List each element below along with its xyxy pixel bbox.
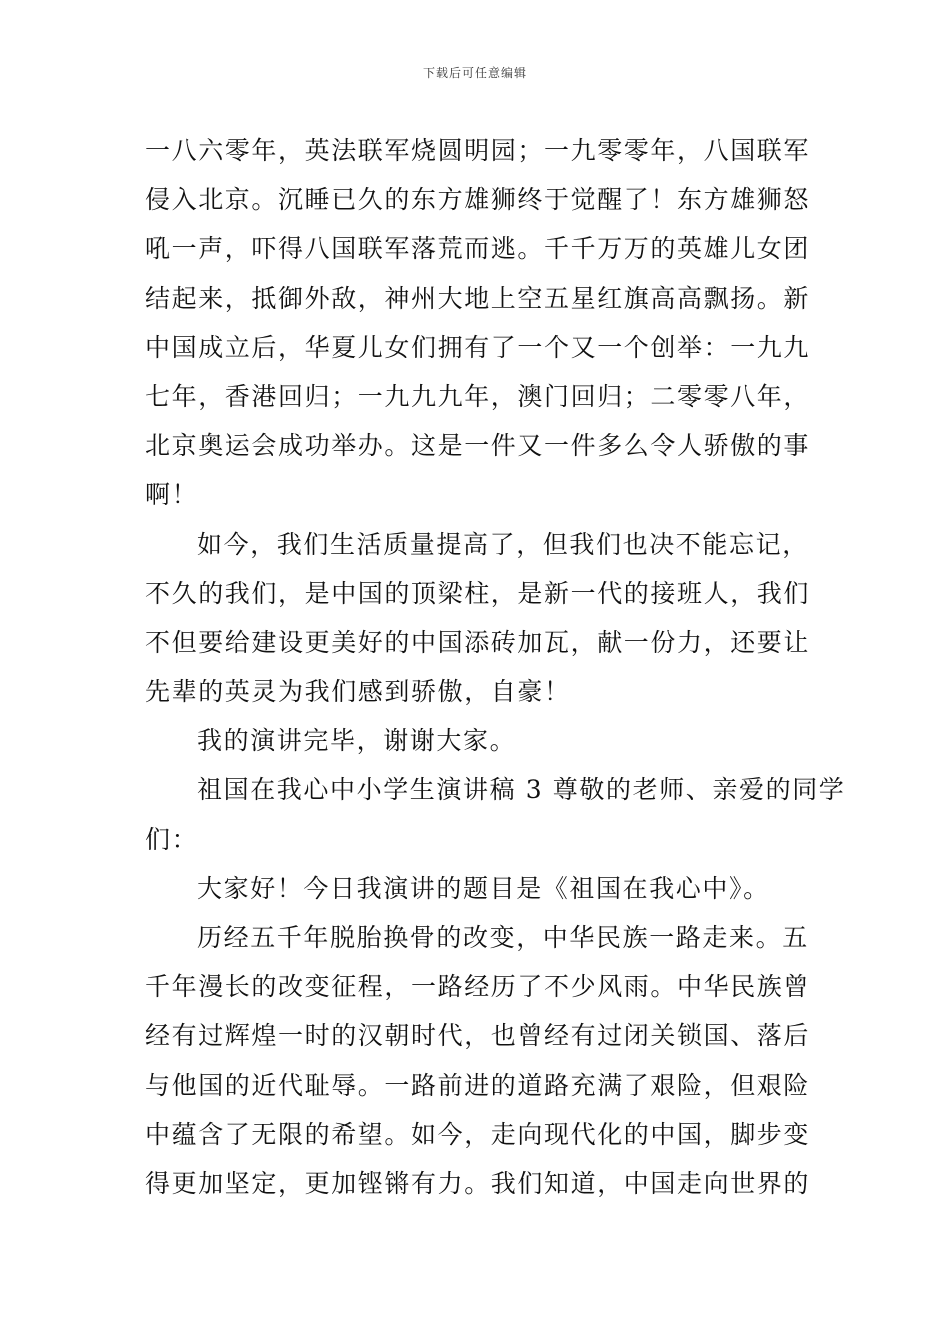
- text-line: 不久的我们，是中国的顶梁柱，是新一代的接班人，我们: [145, 578, 811, 608]
- text-line: 大家好！今日我演讲的题目是《祖国在我心中》。: [197, 873, 770, 903]
- text-line: 如今，我们生活质量提高了，但我们也决不能忘记，: [197, 529, 809, 559]
- text-line: 我的演讲完毕，谢谢大家。: [197, 726, 517, 756]
- text-line: 吼一声，吓得八国联军落荒而逃。千千万万的英雄儿女团: [145, 234, 811, 264]
- text-line: 结起来，抵御外敌，神州大地上空五星红旗高高飘扬。新: [145, 283, 811, 313]
- text-line: 侵入北京。沉睡已久的东方雄狮终于觉醒了！东方雄狮怒: [145, 185, 811, 215]
- text-line: 啊！: [145, 480, 199, 510]
- text-line: 一八六零年，英法联军烧圆明园；一九零零年，八国联军: [145, 136, 811, 165]
- page-header: 下载后可任意编辑: [422, 66, 527, 80]
- document-body: [145, 126, 846, 1208]
- text-line: 千年漫长的改变征程，一路经历了不少风雨。中华民族曾: [145, 972, 811, 1002]
- text-line: 中蕴含了无限的希望。如今，走向现代化的中国，脚步变: [145, 1119, 811, 1149]
- text-line: 们：: [145, 824, 199, 854]
- text-line: 与他国的近代耻辱。一路前进的道路充满了艰险，但艰险: [145, 1070, 811, 1100]
- text-line: 得更加坚定，更加铿锵有力。我们知道，中国走向世界的: [145, 1168, 811, 1198]
- text-line: 先辈的英灵为我们感到骄傲，自豪！: [145, 677, 571, 707]
- text-line: 历经五千年脱胎换骨的改变，中华民族一路走来。五: [197, 923, 809, 952]
- text-line: 七年，香港回归；一九九九年，澳门回归；二零零八年，: [145, 381, 811, 411]
- text-line: 祖国在我心中小学生演讲稿 3 尊敬的老师、亲爱的同学: [197, 775, 846, 805]
- text-line: 经有过辉煌一时的汉朝时代，也曾经有过闭关锁国、落后: [145, 1021, 811, 1051]
- text-line: 不但要给建设更美好的中国添砖加瓦，献一份力，还要让: [145, 627, 811, 657]
- text-line: 北京奥运会成功举办。这是一件又一件多么令人骄傲的事: [145, 431, 811, 461]
- text-line: 中国成立后，华夏儿女们拥有了一个又一个创举：一九九: [145, 332, 811, 362]
